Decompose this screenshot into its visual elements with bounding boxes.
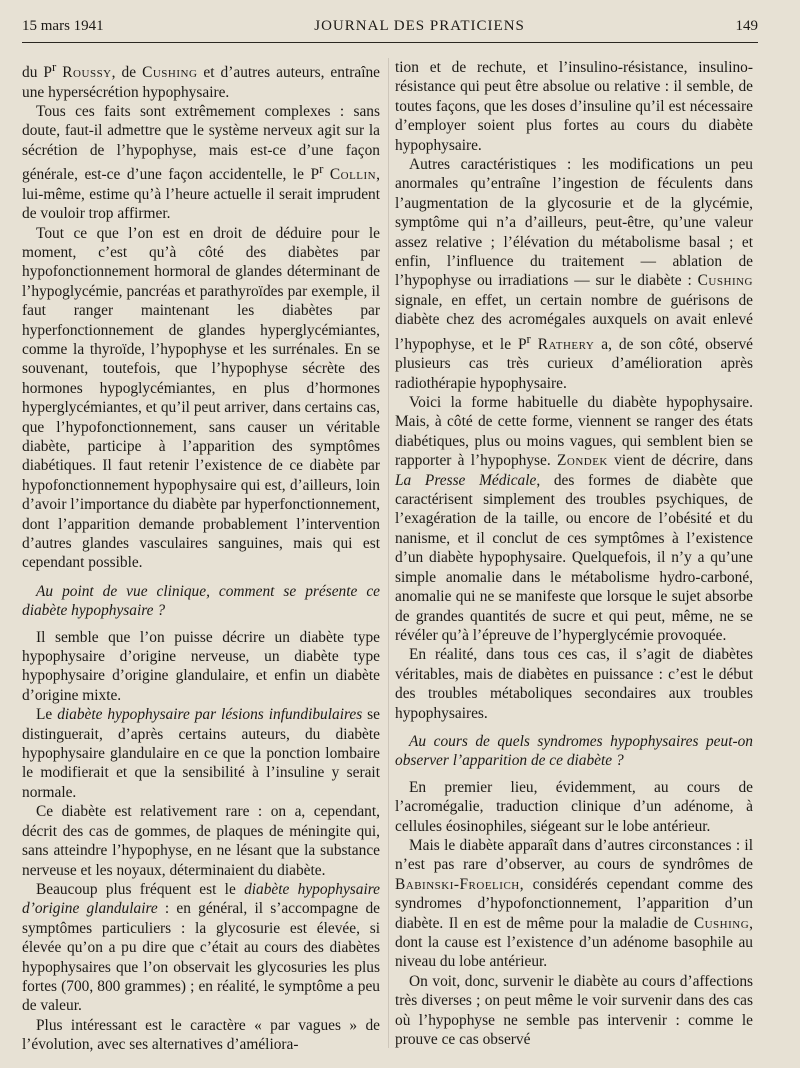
paragraph: Le diabète hypophysaire par lésions infundibulaires se distinguerait, d’après certains auteurs, du diabète hypophysaire glandulaire en ce que la ponction lombaire le modifierait et que la sensibilité à l’insuline y serait normale. (22, 706, 380, 801)
section-heading: Au cours de quels syndromes hypophysaires peut-on observer l’apparition de ce diabète ? (395, 732, 753, 770)
paragraph: Plus intéressant est le caractère « par vagues » de l’évolution, avec ses alternatives d’améliora- (22, 1016, 380, 1054)
paragraph: Il semble que l’on puisse décrire un diabète type hypophysaire d’origine nerveuse, un diabète type hypophysaire d’origine glandulaire, et enfin un diabète d’origine mixte. (22, 628, 380, 704)
paragraph: du $P^r$ Roussy, de Cushing et d’autres auteurs, entraîne une hypersécrétion hypophysaire. (22, 60, 380, 101)
paragraph: Tous ces faits sont extrêmement complexes : sans doute, faut-il admettre que le système nerveux agit sur la sécrétion de l’hypophyse, mais est-ce d’une façon générale, est-ce d’une façon accidentelle, le $P^r$ Collin, lui-même, estime qu’à l’heure actuelle il serait imprudent de vouloir trop affirmer. (22, 102, 380, 223)
paragraph: En réalité, dans tous ces cas, il s’agit de diabètes véritables, mais de diabètes en puissance : c’est le début des troubles métaboliques secondaires aux troubles hypophysaires. (395, 646, 753, 722)
header-rule (22, 42, 758, 43)
column-gutter (388, 58, 389, 1048)
paragraph: Ce diabète est relativement rare : on a, cependant, décrit des cas de gommes, de plaques de méningite qui, sans atteindre l’hypophyse, en ne lésant que la substance nerveuse et les noyaux, déterminaient du diabète. (22, 803, 380, 879)
right-column (395, 58, 753, 1049)
page-number: 149 (735, 18, 758, 34)
page-header (22, 18, 758, 40)
paragraph: tion et de rechute, et l’insulino-résistance, insulino-résistance qui peut être absolue ou relative : il semble, de toutes façons, que les doses d’insuline qu’il est nécessaire d’employer soient plus fortes au cours du diabète hypophysaire. (395, 59, 753, 154)
paragraph: On voit, donc, survenir le diabète au cours d’affections très diverses ; on peut même le voir survenir dans des cas où l’hypophyse ne semble pas intervenir : comme le prouve ce cas observé (395, 972, 753, 1049)
left-column (22, 58, 380, 1055)
section-heading: Au point de vue clinique, comment se présente ce diabète hypophysaire ? (22, 582, 380, 620)
paragraph: Beaucoup plus fréquent est le diabète hypophysaire d’origine glandulaire : en général, il s’accompagne de symptômes particuliers : la glycosurie est élevée, si élevée qu’on a pu dire que c’était au cours des diabètes hypophysaires que l’on observait les glycosuries les plus fortes (700, 800 grammes) ; en réalité, le symptôme a peu de valeur. (22, 880, 380, 1015)
paragraph: Voici la forme habituelle du diabète hypophysaire. Mais, à côté de cette forme, viennent se ranger des états diabétiques, plus ou moins vagues, qui semblent bien se rapporter à l’hypophyse. Zondek vient de décrire, dans La Presse Médicale, des formes de diabète que caractérisent simplement des troubles psychiques, de l’exagération de la taille, ou encore de l’obésité et du nanisme, et il conclut de ces symptômes à l’existence d’un diabète hypophysaire. Quelquefois, il n’y a qu’une simple anomalie dans le métabolisme hydro-carboné, anomalie qui ne se manifeste que lorsque le sujet absorbe de grandes quantités de sucre et qui peut, même, ne se révéler qu’à l’épreuve de l’hyperglycémie provoquée. (395, 394, 754, 644)
paragraph: Autres caractéristiques : les modifications un peu anormales qu’entraîne l’ingestion de féculents dans l’augmentation de la glycosurie et de la glycémie, symptôme qui n’a d’ailleurs, peut-être, qu’une valeur assez relative ; l’élévation du métabolisme basal ; et enfin, l’influence du traitement — ablation de l’hypophyse ou irradiations — sur le diabète : Cushing signale, en effet, un certain nombre de guérisons de diabète chez des acromégales auxquels on avait enlevé l’hypophyse, et le $P^r$ Rathery a, de son côté, observé plusieurs cas très curieux d’amélioration après radiothérapie hypophysaire. (395, 156, 753, 392)
paragraph: Mais le diabète apparaît dans d’autres circonstances : il n’est pas rare d’observer, au cours de syndrômes de Babinski-Froelich, considérés cependant comme des syndromes d’hypofonctionnement, l’apparition d’un diabète. Il en est de même pour la maladie de Cushing, dont la cause est l’existence d’un adénome basophile au niveau du lobe antérieur. (395, 836, 753, 971)
paragraph: En premier lieu, évidemment, au cours de l’acromégalie, traduction clinique d’un adénome, à cellules éosinophiles, siégeant sur le lobe antérieur. (395, 778, 753, 835)
paragraph: Tout ce que l’on est en droit de déduire pour le moment, c’est qu’à côté des diabètes par hypofonctionnement hormoral de glandes déterminant de l’hypoglycémie, pancréas et parathyroïdes par exemple, il faut ranger maintenant les diabètes par hyperfonctionnement de glandes hyperglycémiantes, comme la thyroïde, l’hypophyse et les surrénales. En se souvenant, toutefois, que l’hypophyse sécrète des hormones hypoglycémiantes, en plus d’hormones hyperglycémiantes, et qu’il peut arriver, dans certains cas, que l’hypofonctionnement, sans causer un véritable diabète, participe à l’apparition des symptômes diabétiques. Il faut retenir l’existence de ce diabète par hypofonctionnement hypophysaire qui est, d’ailleurs, loin d’avoir l’importance du diabète par hyperfonctionnement, dont l’apparition demande probablement l’intervention d’autres glandes vasculaires sanguines, mais qui est cependant possible. (22, 224, 380, 572)
issue-date: 15 mars 1941 (22, 18, 104, 34)
journal-title: JOURNAL DES PRATICIENS (314, 18, 525, 34)
